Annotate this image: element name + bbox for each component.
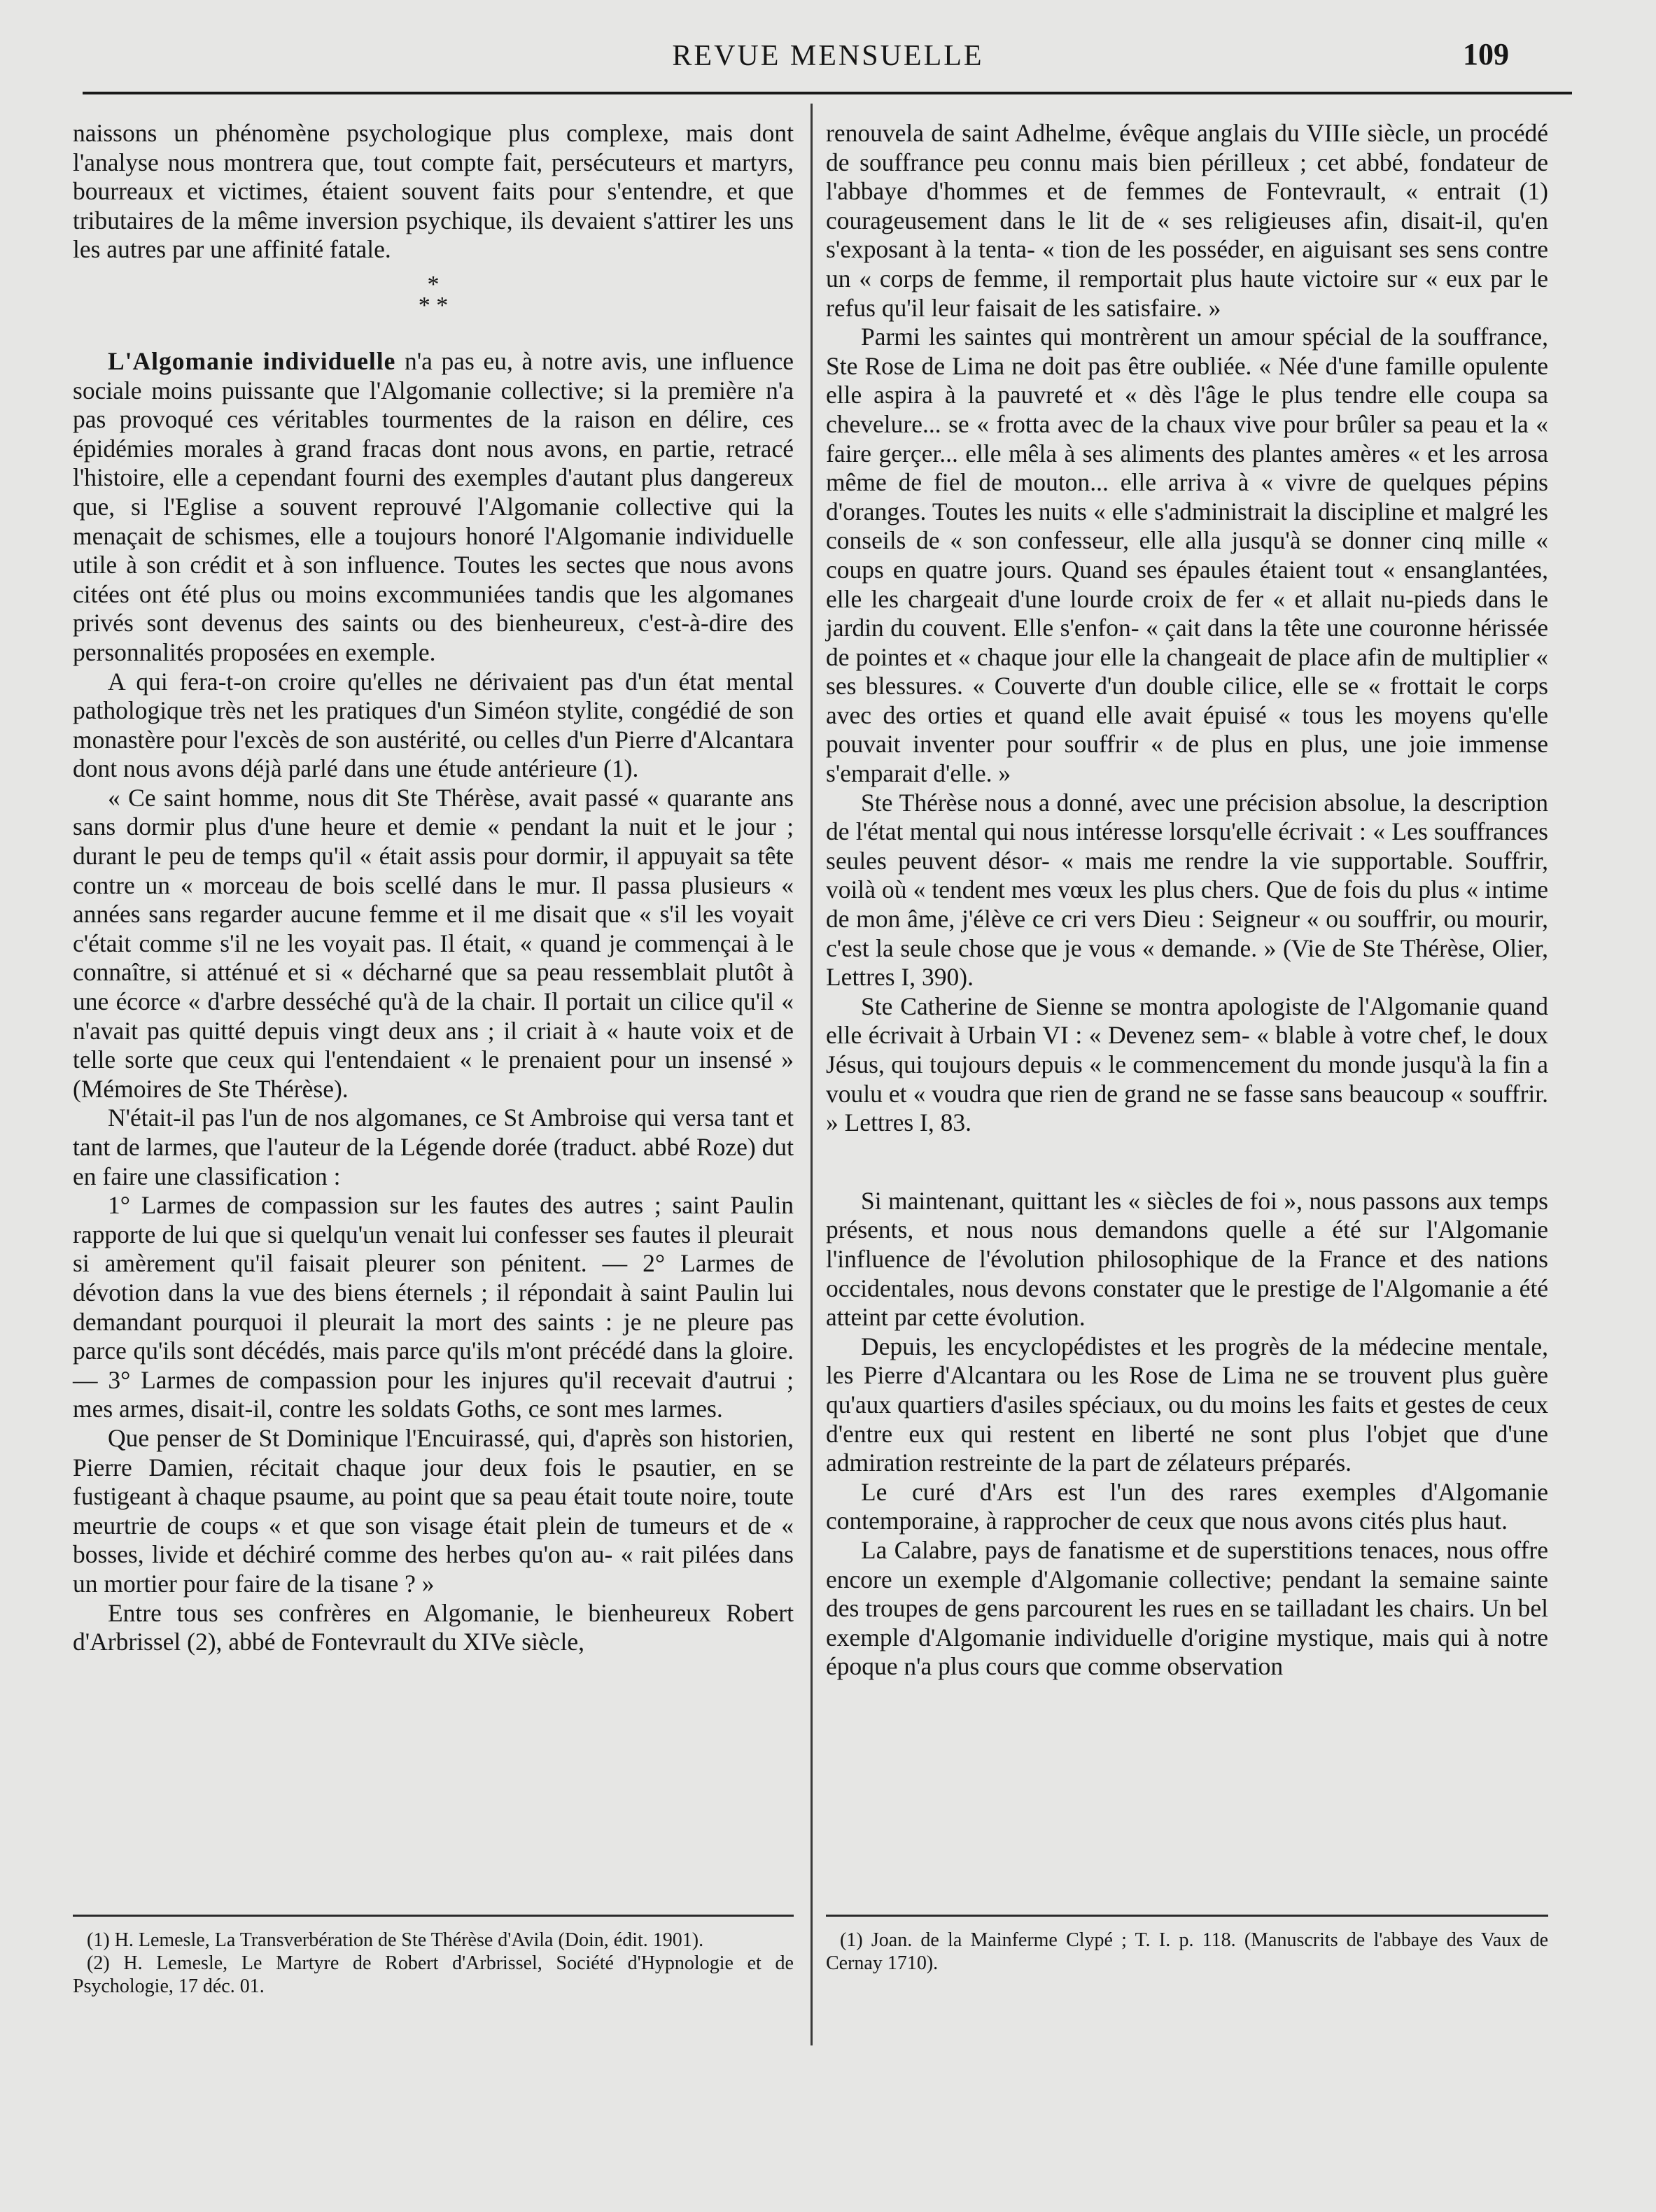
paragraph: Que penser de St Dominique l'Encuirassé, qui, d'après son historien, Pierre Damien, récitait chaque jour deux fois le psautier, en se fustigeant à chaque psaume, au point que sa peau était toute noire, toute meurtrie de coups « et que son visage était plein de tumeurs et de « bosses, livide et déchiré comme des herbes qu'on au- « rait pilées dans un mortier pour faire de la tisane ? » (73, 1423, 794, 1598)
footnote: (1) H. Lemesle, La Transverbération de Ste Thérèse d'Avila (Doin, édit. 1901). (87, 1929, 704, 1951)
page-number: 109 (1463, 37, 1509, 71)
paragraph: Le curé d'Ars est l'un des rares exemples d'Algomanie contemporaine, à rapprocher de ceux que nous avons cités plus haut. (826, 1477, 1548, 1535)
footnote-rule-right (826, 1915, 1548, 1917)
paragraph: A qui fera-t-on croire qu'elles ne dérivaient pas d'un état mental pathologique très net les pratiques d'un Siméon stylite, congédié de son monastère pour l'excès de son austérité, ou celles d'un Pierre d'Alcantara dont nous avons déjà parlé dans une étude antérieure (1). (73, 667, 794, 783)
section-heading: L'Algomanie individuelle (108, 346, 396, 375)
paragraph: Depuis, les encyclopédistes et les progrès de la médecine mentale, les Pierre d'Alcantara ou les Rose de Lima ne se trouvent plus guère qu'aux quartiers d'asiles spéciaux, ou du moins les faits et gestes de ceux d'entre eux qui restent en liberté ne sont plus l'objet que d'une admiration restreinte de la part de zélateurs préparés. (826, 1332, 1548, 1477)
footnotes-left (73, 1929, 794, 1998)
paragraph: Si maintenant, quittant les « siècles de foi », nous passons aux temps présents, et nous nous demandons quelle a été sur l'Algomanie l'influence de l'évolution philosophique de la France et des nations occidentales, nous devons constater que le prestige de l'Algomanie a été atteint par cette évolution. (826, 1186, 1548, 1332)
paragraph: naissons un phénomène psychologique plus complexe, mais dont l'analyse nous montrera que, tout compte fait, persécuteurs et martyrs, bourreaux et victimes, étaient souvent faits pour s'entendre, et que tributaires de la même inversion psychique, ils devaient s'attirer les uns les autres par une affinité fatale. (73, 119, 794, 264)
paragraph: N'était-il pas l'un de nos algomanes, ce St Ambroise qui versa tant et tant de larmes, que l'auteur de la Légende dorée (traduct. abbé Roze) dut en faire une classification : (73, 1104, 794, 1190)
footnotes-right (826, 1929, 1548, 1975)
running-header: REVUE MENSUELLE (672, 40, 984, 72)
paragraph: Parmi les saintes qui montrèrent un amour spécial de la souffrance, Ste Rose de Lima ne doit pas être oubliée. « Née d'une famille opulente elle aspira à la pauvreté et « dès l'âge le plus tendre elle coupa sa chevelure... se « frotta avec de la chaux vive pour brûler sa peau et la « faire gerçer... elle mêla à ses aliments des plantes amères « et les arrosa même de fiel de mouton... elle arriva à « vivre de quelques pépins d'oranges. Toutes les nuits « elle s'administrait la discipline et malgré les conseils de « son confesseur, elle alla jusqu'à se donner cinq mille « coups en quatre jours. Quand ses épaules étaient tout « ensanglantées, elle les chargeait d'une lourde croix de fer « et allait nu-pieds dans le jardin du couvent. Elle s'enfon- « çait dans la tête une couronne hérissée de pointes et « chaque jour elle la changeait de place afin de multiplier « ses blessures. « Couverte d'un double cilice, elle se « frottait le corps avec des orties et quand elle avait épuisé « tous les moyens qu'elle pouvait inventer pour souffrir « de plus en plus, une joie immense s'emparait d'elle. » (826, 323, 1548, 788)
paragraph: renouvela de saint Adhelme, évêque anglais du VIIIe siècle, un procédé de souffrance peu connu mais bien périlleux ; cet abbé, fondateur de l'abbaye d'hommes et de femmes de Fontevrault, « entrait (1) courageusement dans le lit de « ses religieuses afin, disait-il, qu'en s'exposant à la tenta- « tion de les posséder, en aiguisant ses sens contre un « corps de femme, il remportait plus haute victoire sur « eux par le refus qu'il leur faisait de les satisfaire. » (826, 119, 1548, 322)
footnote-rule-left (73, 1915, 794, 1917)
column-divider (811, 104, 813, 2045)
paragraph-gap (826, 1138, 1548, 1187)
quotation: « Ce saint homme, nous dit Ste Thérèse, avait passé « quarante ans sans dormir plus d'une heure et demie « pendant la nuit et le jour ; durant le peu de temps qu'il « était assis pour dormir, il appuyait sa tête contre un « morceau de bois scellé dans le mur. Il passa plusieurs « années sans regarder aucune femme et il me disait que « s'il les voyait c'était comme s'il ne les voyait pas. Il était, « quand je commençai à le connaître, si atténué et si « décharné que sa peau ressemblait plutôt à une écorce « d'arbre desséché qu'à de la chair. Il portait un cilice qu'il « n'avait pas quitté depuis vingt deux ans ; il criait à « haute voix et de telle sorte que ceux qui l'entendaient « le prenaient pour un insensé » (Mémoires de Ste Thérèse). (73, 783, 794, 1103)
paragraph: Ste Thérèse nous a donné, avec une précision absolue, la description de l'état mental qui nous intéresse lorsqu'elle écrivait : « Les souffrances seules peuvent désor- « mais me rendre la vie supportable. Souffrir, voilà où « tendent mes vœux les plus chers. Que de fois du plus « intime de mon âme, j'élève ce cri vers Dieu : Seigneur « ou souffrir, ou mourir, c'est la seule chose que je vous « demande. » (Vie de Ste Thérèse, Olier, Lettres I, 390). (826, 788, 1548, 992)
right-column (826, 119, 1548, 1682)
paragraph: Entre tous ses confrères en Algomanie, le bienheureux Robert d'Arbrissel (2), abbé de Fontevrault du XIVe siècle, (73, 1598, 794, 1656)
paragraph: La Calabre, pays de fanatisme et de superstitions tenaces, nous offre encore un exemple d'Algomanie collective; pendant la semaine sainte des troupes de gens parcourent les rues en se tailladant les chairs. Un bel exemple d'Algomanie individuelle d'origine mystique, mais qui à notre époque n'a plus cours que comme observation (826, 1535, 1548, 1681)
paragraph: Ste Catherine de Sienne se montra apologiste de l'Algomanie quand elle écrivait à Urbain VI : « Devenez sem- « blable à votre chef, le doux Jésus, qui toujours depuis « le commencement du monde jusqu'à la fin a voulu et « voudra que rien de grand ne se fasse sans beaucoup « souffrir. » Lettres I, 83. (826, 992, 1548, 1137)
paragraph: 1° Larmes de compassion sur les fautes des autres ; saint Paulin rapporte de lui que si quelqu'un venait lui confesser ses fautes il pleurait si amèrement qu'il faisait pleurer son pénitent. — 2° Larmes de dévotion dans la vue des biens éternels ; il répondait à saint Paulin lui demandant pourquoi il pleurait la mort des saints : je ne pleure pas parce qu'ils sont décédés, mais parce qu'ils m'ont précédé dans la gloire. — 3° Larmes de compassion pour les injures qu'il recevait d'autrui ; mes armes, disait-il, contre les soldats Goths, ce sont mes larmes. (73, 1191, 794, 1423)
left-column (73, 119, 794, 1657)
header-rule (83, 92, 1572, 94)
footnote: (1) Joan. de la Mainferme Clypé ; T. I. p. 118. (Manuscrits de l'abbaye des Vaux de Cernay 1710). (826, 1929, 1548, 1974)
section-separator: * * * (418, 271, 449, 318)
footnote: (2) H. Lemesle, Le Martyre de Robert d'Arbrissel, Société d'Hypnologie et de Psychologie, 17 déc. 01. (73, 1952, 794, 1997)
paragraph: L'Algomanie individuelle n'a pas eu, à notre avis, une influence sociale moins puissante que l'Algomanie collective; si la première n'a pas provoqué ces véritables tourmentes de la raison en délire, ces épidémies morales à grand fracas dont nous avons, en partie, retracé l'histoire, elle a cependant fourni des exemples d'autant plus dangereux que, si l'Eglise a souvent reprouvé l'Algomanie collective qui la menaçait de schismes, elle a toujours honoré l'Algomanie individuelle utile à son crédit et à son influence. Toutes les sectes que nous avons citées ont été plus ou moins excommuniées tandis que les algomanes privés sont devenus des saints ou des bienheureux, c'est-à-dire des personnalités proposées en exemple. (73, 346, 794, 666)
